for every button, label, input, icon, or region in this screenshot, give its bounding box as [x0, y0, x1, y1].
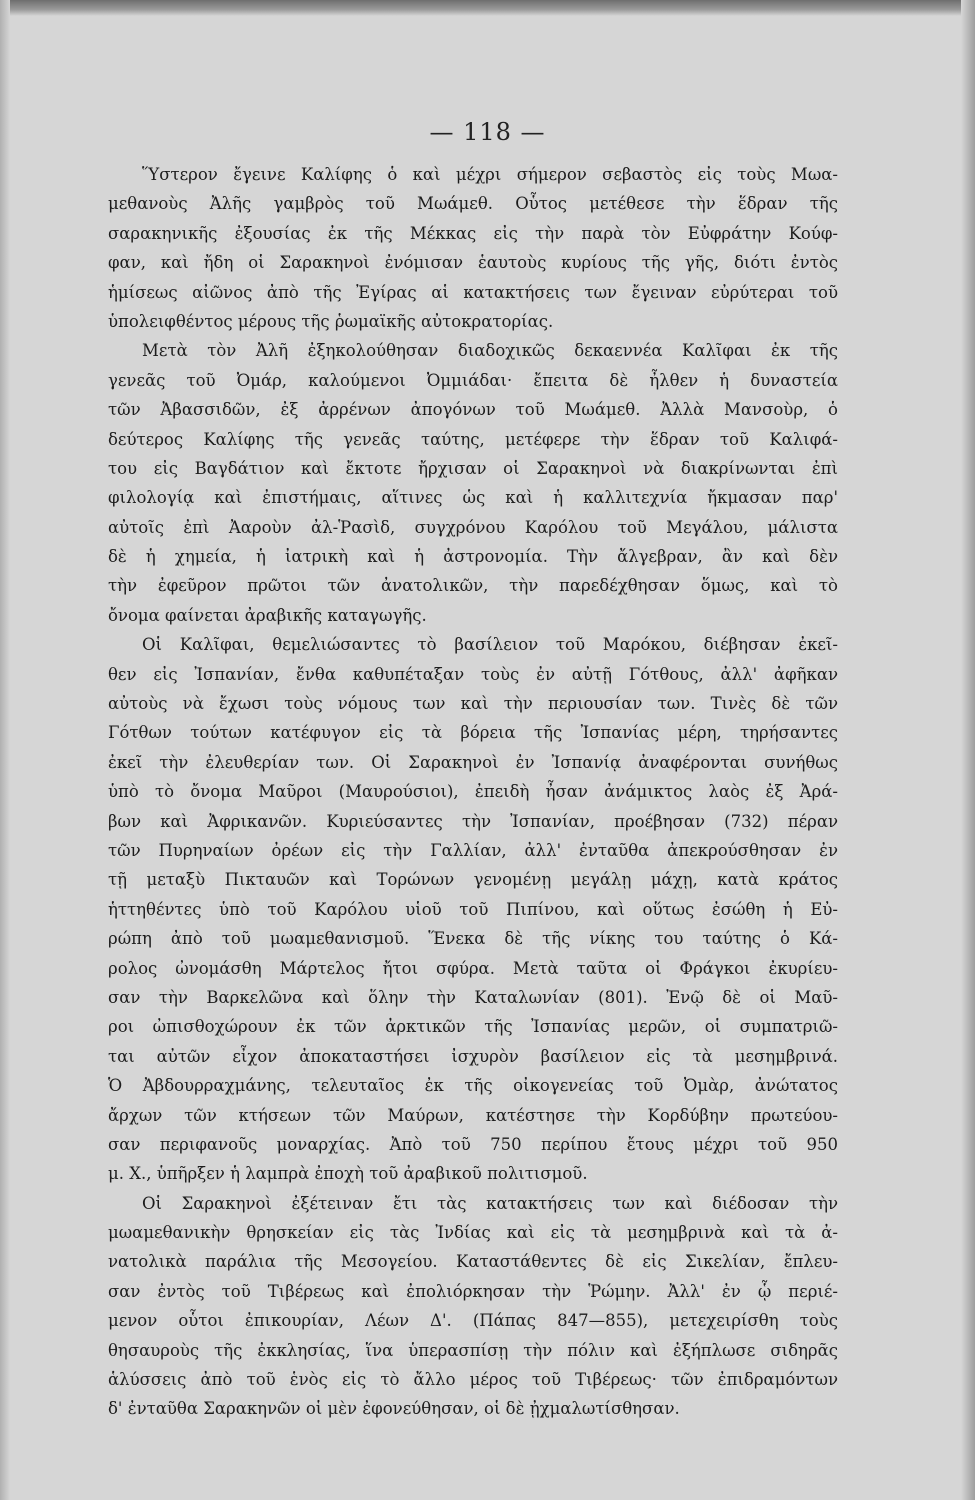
- text-line: δεύτερος Καλίφης τῆς γενεᾶς ταύτης, μετέφερε τὴν ἕδραν τοῦ Καλιφά-: [108, 429, 838, 449]
- text-line: φιλολογίᾳ καὶ ἐπιστήμαις, αἵτινες ὡς καὶ ἡ καλλιτεχνία ἤκμασαν παρ': [108, 488, 838, 508]
- text-line: δ' ἐνταῦθα Σαρακηνῶν οἱ μὲν ἐφονεύθησαν, οἱ δὲ ᾐχμαλωτίσθησαν.: [108, 1399, 680, 1419]
- text-line: Μετὰ τὸν Ἀλῆ ἐξηκολούθησαν διαδοχικῶς δεκαεννέα Καλῖφαι ἐκ τῆς: [142, 341, 838, 361]
- text-line: τῇ μεταξὺ Πικταυῶν καὶ Τορώνων γενομένῃ μεγάλῃ μάχῃ, κατὰ κράτος: [108, 870, 838, 890]
- text-line: Ὁ Ἀβδουρραχμάνης, τελευταῖος ἐκ τῆς οἰκογενείας τοῦ Ὀμὰρ, ἀνώτατος: [108, 1076, 838, 1096]
- text-line: ται αὐτῶν εἶχον ἀποκαταστήσει ἰσχυρὸν βασίλειον εἰς τὰ μεσημβρινά.: [108, 1046, 838, 1066]
- text-line: μ. Χ., ὑπῆρξεν ἡ λαμπρὰ ἐποχὴ τοῦ ἀραβικοῦ πολιτισμοῦ.: [108, 1164, 588, 1184]
- text-line: ρώπη ἀπὸ τοῦ μωαμεθανισμοῦ. Ἕνεκα δὲ τῆς νίκης του ταύτης ὁ Κά-: [108, 929, 838, 949]
- text-line: βων καὶ Ἀφρικανῶν. Κυριεύσαντες τὴν Ἰσπανίαν, προέβησαν (732) πέραν: [108, 811, 838, 831]
- text-line: τῶν Ἀβασσιδῶν, ἐξ ἀρρένων ἀπογόνων τοῦ Μωάμεθ. Ἀλλὰ Μανσοὺρ, ὁ: [108, 400, 838, 420]
- text-line: αὐτοῖς ἐπὶ Ἀαροὺν ἀλ-Ῥασὶδ, συγχρόνου Καρόλου τοῦ Μεγάλου, μάλιστα: [108, 517, 838, 537]
- text-line: γενεᾶς τοῦ Ὀμάρ, καλούμενοι Ὀμμιάδαι· ἔπειτα δὲ ἦλθεν ἡ δυναστεία: [108, 370, 838, 390]
- text-line: σαν τὴν Βαρκελῶνα καὶ ὅλην τὴν Καταλωνίαν (801). Ἐνῷ δὲ οἱ Μαῦ-: [108, 987, 838, 1007]
- text-line: τὴν ἐφεῦρον πρῶτοι τῶν ἀνατολικῶν, τὴν παρεδέχθησαν ὅμως, καὶ τὸ: [108, 576, 838, 596]
- text-line: ἁλύσσεις ἀπὸ τοῦ ἑνὸς εἰς τὸ ἄλλο μέρος τοῦ Τιβέρεως· τῶν ἐπιδραμόντων: [108, 1370, 838, 1390]
- text-line: τῶν Πυρηναίων ὀρέων εἰς τὴν Γαλλίαν, ἀλλ' ἐνταῦθα ἀπεκρούσθησαν ἐν: [108, 840, 838, 860]
- text-line: Οἱ Καλῖφαι, θεμελιώσαντες τὸ βασίλειον τοῦ Μαρόκου, διέβησαν ἐκεῖ-: [142, 635, 838, 655]
- text-line: θεν εἰς Ἰσπανίαν, ἔνθα καθυπέταξαν τοὺς ἐν αὐτῇ Γότθους, ἀλλ' ἀφῆκαν: [108, 664, 838, 684]
- page-number: — 118 —: [429, 118, 546, 146]
- text-line: ἄρχων τῶν κτήσεων τῶν Μαύρων, κατέστησε τὴν Κορδύβην πρωτεύου-: [108, 1105, 838, 1125]
- text-line: ὄνομα φαίνεται ἀραβικῆς καταγωγῆς.: [108, 605, 427, 625]
- text-line: ὑπολειφθέντος μέρους τῆς ῥωμαϊκῆς αὐτοκρατορίας.: [108, 311, 554, 331]
- page-top-edge-shadow: [0, 0, 975, 16]
- text-line: φαν, καὶ ἤδη οἱ Σαρακηνοὶ ἐνόμισαν ἑαυτοὺς κυρίους τῆς γῆς, διότι ἐντὸς: [108, 253, 838, 273]
- text-line: του εἰς Βαγδάτιον καὶ ἔκτοτε ἤρχισαν οἱ Σαρακηνοὶ νὰ διακρίνωνται ἐπὶ: [108, 458, 838, 478]
- text-line: ἐκεῖ τὴν ἐλευθερίαν των. Οἱ Σαρακηνοὶ ἐν Ἰσπανίᾳ ἀναφέρονται συνήθως: [108, 752, 838, 772]
- text-line: ρολος ὠνομάσθη Μάρτελος ἤτοι σφύρα. Μετὰ ταῦτα οἱ Φράγκοι ἐκυρίευ-: [108, 958, 838, 978]
- text-line: Ὕστερον ἔγεινε Καλίφης ὁ καὶ μέχρι σήμερον σεβαστὸς εἰς τοὺς Μωα-: [142, 165, 838, 184]
- text-line: δὲ ἡ χημεία, ἡ ἰατρικὴ καὶ ἡ ἀστρονομία. Τὴν ἄλγεβραν, ἂν καὶ δὲν: [108, 547, 838, 567]
- text-line: ροι ὠπισθοχώρουν ἐκ τῶν ἀρκτικῶν τῆς Ἰσπανίας μερῶν, οἱ συμπατριῶ-: [108, 1017, 838, 1037]
- text-line: σαν ἐντὸς τοῦ Τιβέρεως καὶ ἐπολιόρκησαν τὴν Ῥώμην. Ἀλλ' ἐν ᾧ περιέ-: [108, 1281, 838, 1301]
- text-line: μενον οὗτοι ἐπικουρίαν, Λέων Δ'. (Πάπας 847—855), μετεχειρίσθη τοὺς: [108, 1311, 838, 1331]
- text-line: ἡμίσεως αἰῶνος ἀπὸ τῆς Ἐγίρας αἱ κατακτήσεις των ἔγειναν εὐρύτεραι τοῦ: [108, 282, 838, 302]
- text-line: ὑπὸ τὸ ὄνομα Μαῦροι (Μαυρούσιοι), ἐπειδὴ ἦσαν ἀνάμικτος λαὸς ἐξ Ἀρά-: [108, 782, 838, 802]
- text-line: θησαυροὺς τῆς ἐκκλησίας, ἵνα ὑπερασπίσῃ τὴν πόλιν καὶ ἐξήπλωσε σιδηρᾶς: [108, 1340, 838, 1360]
- text-line: σαν περιφανοῦς μοναρχίας. Ἀπὸ τοῦ 750 περίπου ἔτους μέχρι τοῦ 950: [108, 1134, 838, 1154]
- text-line: αὐτοὺς νὰ ἔχωσι τοὺς νόμους των καὶ τὴν περιουσίαν των. Τινὲς δὲ τῶν: [108, 694, 838, 714]
- page-left-edge-shadow: [0, 0, 10, 1500]
- page-right-edge-shadow: [961, 0, 975, 1500]
- text-line: μωαμεθανικὴν θρησκείαν εἰς τὰς Ἰνδίας καὶ εἰς τὰ μεσημβρινὰ καὶ τὰ ἀ-: [108, 1223, 838, 1243]
- text-line: ἡττηθέντες ὑπὸ τοῦ Καρόλου υἱοῦ τοῦ Πιπίνου, καὶ οὕτως ἐσώθη ἡ Εὐ-: [108, 899, 838, 919]
- text-line: Οἱ Σαρακηνοὶ ἐξέτειναν ἔτι τὰς κατακτήσεις των καὶ διέδοσαν τὴν: [142, 1193, 838, 1213]
- body-text: [108, 160, 838, 1424]
- text-line: νατολικὰ παράλια τῆς Μεσογείου. Καταστάθεντες δὲ εἰς Σικελίαν, ἔπλευ-: [108, 1252, 838, 1272]
- text-line: σαρακηνικῆς ἐξουσίας ἐκ τῆς Μέκκας εἰς τὴν παρὰ τὸν Εὐφράτην Κούφ-: [108, 223, 838, 243]
- text-line: Γότθων τούτων κατέφυγον εἰς τὰ βόρεια τῆς Ἰσπανίας μέρη, τηρήσαντες: [108, 723, 838, 743]
- text-line: μεθανοὺς Ἀλῆς γαμβρὸς τοῦ Μωάμεθ. Οὗτος μετέθεσε τὴν ἕδραν τῆς: [108, 194, 838, 214]
